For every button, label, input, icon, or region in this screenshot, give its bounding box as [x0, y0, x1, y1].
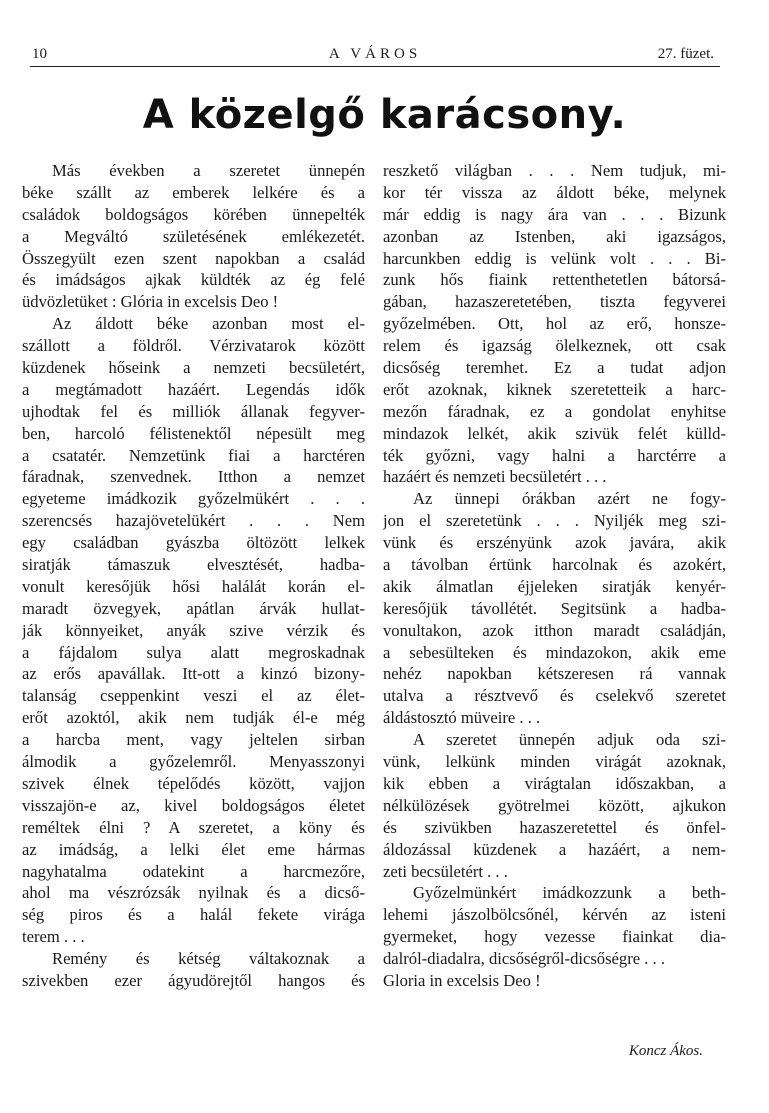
- issue-number: 27. füzet.: [657, 46, 714, 62]
- text-line: ben, harcoló félistenektől népesült meg: [22, 423, 365, 443]
- text-line: ség piros és a halál fekete virága: [22, 905, 365, 925]
- text-line: gában, hazaszeretetében, tiszta fegyverei: [383, 292, 726, 312]
- text-line: dicsőség teremhet. Ez a tudat adjon: [383, 358, 726, 378]
- text-line: egyeteme imádkozik győzelmükért . . .: [22, 489, 365, 509]
- text-line: az erős apavállak. Itt-ott a kinzó bizony-: [22, 664, 365, 684]
- text-line: üdvözletüket : Glória in excelsis Deo !: [22, 292, 279, 312]
- text-line: ték győzni, vagy halni a harctérre a: [383, 445, 726, 465]
- text-line: lehemi jászolbölcsőnél, kérvén az isteni: [383, 905, 726, 925]
- text-line: relem és igazság ölelkeznek, ott csak: [383, 336, 726, 356]
- text-line: jon el szeretetünk . . . Nyiljék meg szi-: [383, 511, 726, 531]
- article-right-column: [383, 160, 726, 992]
- text-line: akik álmatlan éjjeleken siratják kenyér-: [383, 576, 726, 596]
- text-line: a csatatér. Nemzetünk fiai a harctéren: [22, 445, 365, 465]
- text-line: nehéz napokban kétszeresen rá vannak: [383, 664, 726, 684]
- text-line: Összegyült ezen szent napokban a család: [22, 248, 365, 268]
- text-line: álmodik a győzelemről. Menyasszonyi: [22, 752, 365, 772]
- text-line: vonult keresőjük hősi halálát korán el-: [22, 576, 365, 596]
- text-line: győzelmében. Ott, hol az erő, honsze-: [383, 314, 726, 334]
- article-title: A közelgő karácsony.: [142, 92, 627, 138]
- text-line: Az áldott béke azonban most el-: [52, 314, 365, 334]
- text-line: családok boldogságos körében ünnepelték: [22, 204, 365, 224]
- text-line: reméltek élni ? A szeretet, a köny és: [22, 817, 365, 837]
- text-line: Az ünnepi órákban azért ne fogy-: [413, 489, 726, 509]
- text-line: szivekben ezer ágyudörejtől hangos és: [22, 970, 365, 990]
- text-line: reszkető világban . . . Nem tudjuk, mi-: [383, 161, 726, 180]
- article-left-column: [22, 160, 365, 992]
- text-line: a Megváltó születésének emlékezetét.: [22, 226, 365, 246]
- magazine-title: A VÁROS: [328, 46, 422, 62]
- text-line: egy családban gyászba öltözött lelkek: [22, 533, 365, 553]
- text-line: ujhodtak fel és milliók állanak fegyver-: [22, 401, 365, 421]
- page-header: [30, 40, 720, 67]
- text-line: ahol ma vészrózsák nyilnak és a dicső-: [22, 883, 365, 903]
- text-line: mezőn fáradnak, ez a gondolat enyhitse: [383, 401, 726, 421]
- text-line: dalról-diadalra, dicsőségről-dicsőségre . . .: [383, 949, 665, 969]
- text-line: a fájdalom sulya alatt megroskadnak: [22, 642, 365, 662]
- text-line: áldástosztó müveire . . .: [383, 708, 541, 728]
- text-line: zeti becsületért . . .: [383, 861, 508, 881]
- text-line: már eddig is nagy ára van . . . Bizunk: [383, 204, 726, 224]
- text-line: kik ebben a virágtalan időszakban, a: [383, 773, 726, 793]
- text-line: erőt azoktól, akik nem tudják él-e még: [22, 708, 365, 728]
- text-line: Gloria in excelsis Deo !: [383, 970, 541, 990]
- text-line: szállott a földről. Vérzivatarok között: [22, 336, 365, 356]
- text-line: mindazok lelkét, akik szivük felét külld-: [383, 423, 726, 443]
- text-line: áldozással küzdenek a hazáért, a nem-: [383, 839, 726, 859]
- text-line: küzdenek hőseink a nemzeti becsületért,: [22, 358, 365, 378]
- text-line: a sebesülteken és mindazokon, akik eme: [383, 642, 726, 662]
- text-line: nagyhatalma odatekint a harcmezőre,: [22, 861, 365, 881]
- text-line: a távolban értünk harcolnak és azokért,: [383, 555, 726, 575]
- page-number: 10: [32, 46, 47, 62]
- text-line: nélkülözések gyötrelmei között, ajkukon: [383, 795, 726, 815]
- text-line: harcunkben eddig is velünk volt . . . Bi-: [383, 248, 726, 268]
- text-line: Győzelmünkért imádkozzunk a beth-: [413, 883, 726, 903]
- text-line: maradt özvegyek, apátlan árvák hullat-: [22, 598, 365, 618]
- text-line: hazáért és nemzeti becsületért . . .: [383, 467, 607, 487]
- text-line: A szeretet ünnepén adjuk oda szi-: [413, 730, 726, 750]
- author-signature: Koncz Ákos.: [628, 1043, 703, 1059]
- text-line: a megtámadott hazáért. Legendás idők: [22, 379, 365, 399]
- text-line: Más években a szeretet ünnepén: [52, 161, 365, 180]
- text-line: keresőjük távollétét. Segitsünk a hadba-: [383, 598, 726, 618]
- text-line: vünk, lelkünk minden virágát azoknak,: [383, 752, 726, 772]
- text-line: erőt azoknak, kiknek szeretetteik a harc-: [383, 379, 726, 399]
- text-line: fáradnak, szenvednek. Itthon a nemzet: [22, 467, 365, 487]
- text-line: a harcba ment, vagy jeltelen sirban: [22, 730, 365, 750]
- text-line: utalva a résztvevő és cselekvő szeretet: [383, 686, 726, 706]
- text-line: szivek élnek tépelődés között, vajjon: [22, 773, 365, 793]
- text-line: siratják támaszuk elvesztését, hadba-: [22, 555, 365, 575]
- text-line: visszajön-e az, kivel boldogságos életet: [22, 795, 365, 815]
- text-line: terem . . .: [22, 927, 85, 947]
- text-line: és szivükben hazaszeretettel és önfel-: [383, 817, 726, 837]
- text-line: Remény és kétség váltakoznak a: [52, 949, 365, 969]
- text-line: kor tér vissza az áldott béke, melynek: [383, 182, 726, 202]
- text-line: és imádságos ajkak küldték az ég felé: [22, 270, 365, 290]
- text-line: gyermeket, hogy vezesse fiainkat dia-: [383, 927, 726, 947]
- text-line: talanság cseppenkint veszi el az élet-: [22, 686, 365, 706]
- text-line: vünk és erszényünk azok javára, akik: [383, 533, 726, 553]
- text-line: azonban az Istenben, aki igazságos,: [383, 226, 726, 246]
- text-line: ják könnyeiket, anyák szive vérzik és: [22, 620, 365, 640]
- text-line: béke szállt az emberek lelkére és a: [22, 182, 365, 202]
- text-line: vonultakon, azok itthon maradt családján,: [383, 620, 726, 640]
- text-line: zunk hős fiaink rettenthetetlen bátorsá-: [383, 270, 726, 290]
- text-line: az imádság, a lelki élet eme hármas: [22, 839, 365, 859]
- text-line: szerencsés hazajövetelükért . . . Nem: [22, 511, 365, 531]
